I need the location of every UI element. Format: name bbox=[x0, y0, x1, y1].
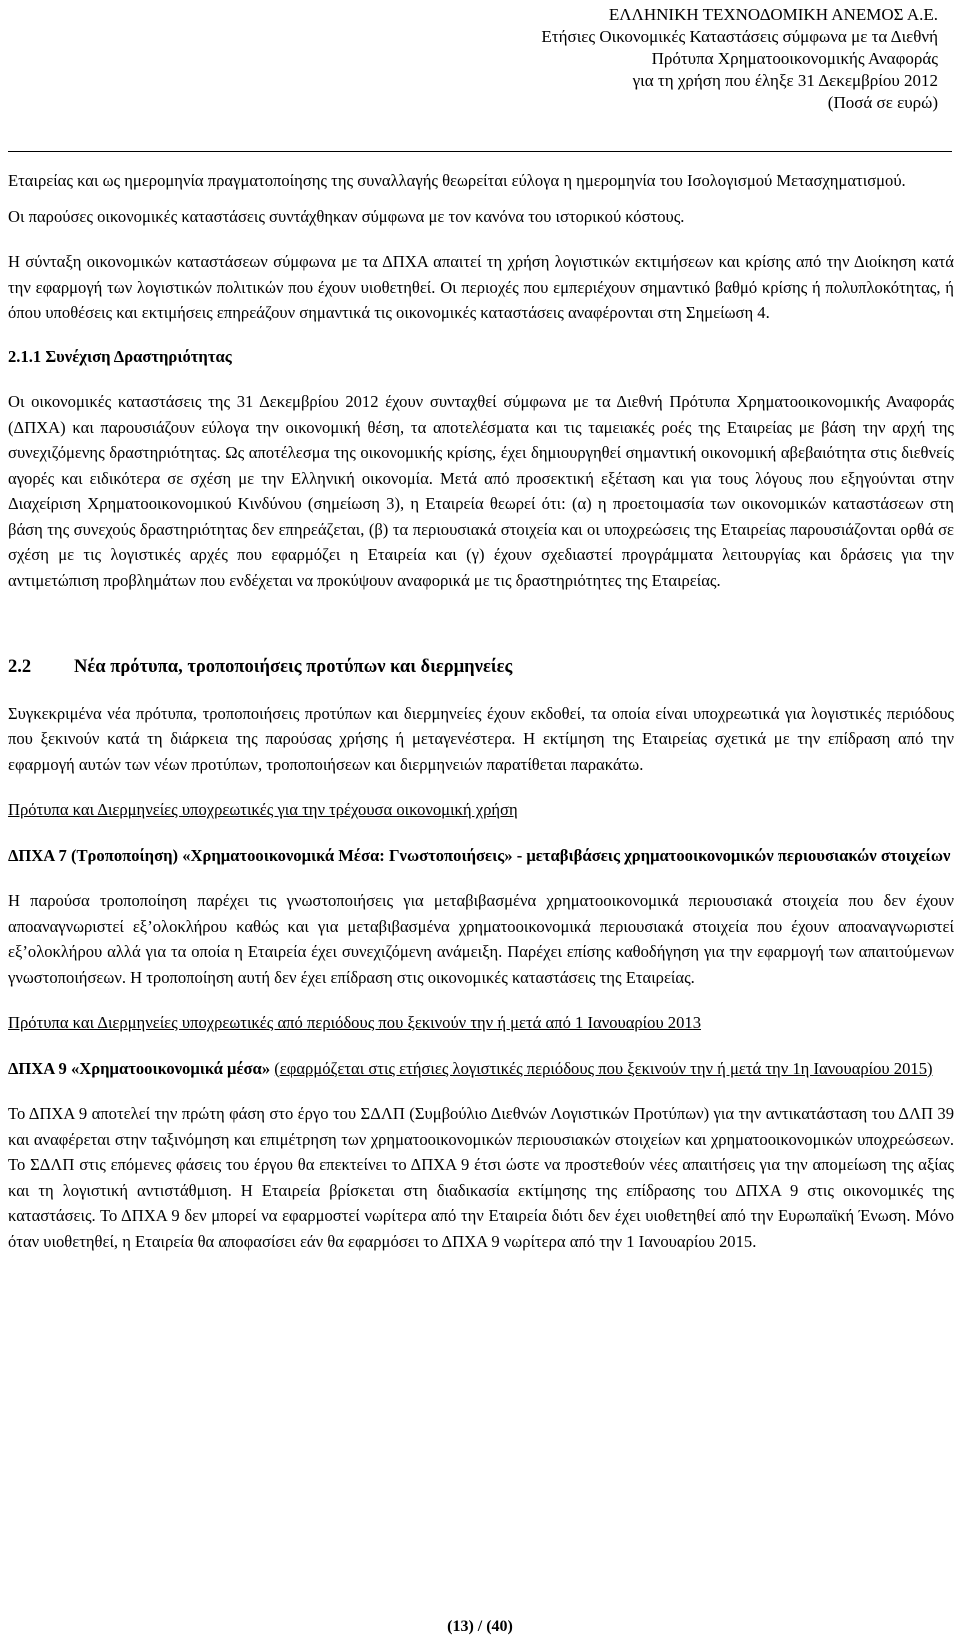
paragraph-going-concern: Οι οικονομικές καταστάσεις της 31 Δεκεμβρίου 2012 έχουν συνταχθεί σύμφωνα με τα Διεθνή Πρότυπα Χρηματοοικονομικής Αναφοράς (ΔΠΧΑ) και παρουσιάζουν εύλογα την οικονομική θέση, τα αποτελέσματα και τις ταμειακές ροές της Εταιρείας με βάση την αρχή της συνεχιζόμενης δραστηριότητας. Ως αποτέλεσμα της οικονομικής κρίσης, έχει δημιουργηθεί σημαντική οικονομική αβεβαιότητα στις διεθνείς αγορές και ειδικότερα σε σχέση με την Ελληνική οικονομία. Μετά από προσεκτική εξέταση και για τους λόγους που εξηγούνται στην Διαχείριση Χρηματοοικονομικού Κινδύνου (σημείωση 3), η Εταιρεία θεωρεί ότι: (α) η προετοιμασία των οικονομικών καταστάσεων στη βάση της συνεχούς δραστηριότητας δεν επηρεάζεται, (β) τα περιουσιακά στοιχεία και οι υποχρεώσεις της Εταιρείας παρουσιάζονται ορθά σε σχέση με τις λογιστικές αρχές που εφαρμόζει η Εταιρεία και (γ) έχουν σχεδιαστεί προγράμματα λειτουργίας και δράσεις για την αντιμετώπιση προβλημάτων που ενδέχεται να προκύψουν αναφορικά με τις δραστηριότητες της Εταιρείας. bbox=[8, 392, 954, 590]
ifrs9-title: ΔΠΧΑ 9 «Χρηματοοικονομικά μέσα» bbox=[8, 1058, 271, 1078]
section-number: 2.2 bbox=[8, 657, 32, 677]
page-content bbox=[8, 168, 954, 1254]
page-header bbox=[541, 4, 938, 114]
header-company: ΕΛΛΗΝΙΚΗ ΤΕΧΝΟΔΟΜΙΚΗ ΑΝΕΜΟΣ Α.Ε. bbox=[608, 5, 938, 24]
header-currency: (Ποσά σε ευρώ) bbox=[827, 93, 938, 112]
header-standards: Πρότυπα Χρηματοοικονομικής Αναφοράς bbox=[651, 49, 938, 68]
paragraph-transformation: Εταιρείας και ως ημερομηνία πραγματοποίησης της συναλλαγής θεωρείται εύλογα η ημερομηνία του Ισολογισμού Μετασχηματισμού. bbox=[8, 171, 906, 190]
ifrs9-effective-note: (εφαρμόζεται στις ετήσιες λογιστικές περιόδους που ξεκινούν την ή μετά την 1η Ιανουαρίου 2015) bbox=[274, 1058, 933, 1078]
section-new-standards-heading bbox=[8, 655, 954, 681]
header-statements: Ετήσιες Οικονομικές Καταστάσεις σύμφωνα με τα Διεθνή bbox=[541, 27, 938, 46]
section-going-concern-title: 2.1.1 Συνέχιση Δραστηριότητας bbox=[8, 346, 232, 366]
paragraph-ifrs9: Το ΔΠΧΑ 9 αποτελεί την πρώτη φάση στο έργο του ΣΔΛΠ (Συμβούλιο Διεθνών Λογιστικών Προτύπων) για την αντικατάσταση του ΔΛΠ 39 και αναφέρεται στην ταξινόμηση και επιμέτρηση των χρηματοοικονομικών περιουσιακών στοιχείων και χρηματοοικονομικών υποχρεώσεων. Το ΣΔΛΠ στις επόμενες φάσεις του έργου θα επεκτείνει το ΔΠΧΑ 9 έτσι ώστε να προστεθούν νέες απαιτήσεις για την απομείωση της αξίας και τη λογιστική αντιστάθμιση. Η Εταιρεία βρίσκεται στη διαδικασία εκτίμησης της επίδρασης του ΔΠΧΑ 9 στις οικονομικές της καταστάσεις. Το ΔΠΧΑ 9 δεν μπορεί να εφαρμοστεί νωρίτερα από την Εταιρεία διότι δεν έχει υιοθετηθεί από την Ευρωπαϊκή Ένωση. Μόνο όταν υιοθετηθεί, η Εταιρεία θα αποφασίσει εάν θα εφαρμόσει το ΔΠΧΑ 9 νωρίτερα από την 1 Ιανουαρίου 2015. bbox=[8, 1104, 954, 1251]
paragraph-historical-cost: Οι παρούσες οικονομικές καταστάσεις συντάχθηκαν σύμφωνα με τον κανόνα του ιστορικού κόστους. bbox=[8, 206, 685, 226]
ifrs9-heading bbox=[8, 1056, 954, 1082]
paragraph-ifrs7: Η παρούσα τροποποίηση παρέχει τις γνωστοποιήσεις για μεταβιβασμένα χρηματοοικονομικά περιουσιακά στοιχεία που δεν έχουν αποαναγνωριστεί εξ’ολοκλήρου καθώς και για μεταβιβασμένα χρηματοοικονομικά περιουσιακά στοιχεία που έχουν αποαναγνωριστεί εξ’ολοκλήρου αλλά για τα οποία η Εταιρεία έχει συνεχιζόμενη ανάμειξη. Παρέχει επίσης καθοδήγηση για την εφαρμογή των απαιτούμενων γνωστοποιήσεων. Η τροποποίηση αυτή δεν έχει επίδραση στις οικονομικές καταστάσεις της Εταιρείας. bbox=[8, 891, 954, 987]
ifrs7-title: ΔΠΧΑ 7 (Τροποποίηση) «Χρηματοοικονομικά Μέσα: Γνωστοποιήσεις» - μεταβιβάσεις χρηματοοικονομικών περιουσιακών στοιχείων bbox=[8, 845, 951, 865]
header-period: για τη χρήση που έληξε 31 Δεκεμβρίου 2012 bbox=[632, 71, 938, 90]
subheading-current-year-standards: Πρότυπα και Διερμηνείες υποχρεωτικές για την τρέχουσα οικονομική χρήση bbox=[8, 800, 518, 819]
paragraph-new-standards: Συγκεκριμένα νέα πρότυπα, τροποποιήσεις προτύπων και διερμηνείες έχουν εκδοθεί, τα οποία είναι υποχρεωτικά για λογιστικές περιόδους που ξεκινούν κατά τη διάρκεια της παρούσας χρήσης ή μεταγενέστερα. Η εκτίμηση της Εταιρείας σχετικά με την επίδραση από την εφαρμογή αυτών των νέων προτύπων, τροποποιήσεων και διερμηνειών παρατίθεται παρακάτω. bbox=[8, 703, 954, 774]
section-new-standards-title: Νέα πρότυπα, τροποποιήσεις προτύπων και διερμηνείες bbox=[74, 657, 513, 677]
header-divider bbox=[8, 151, 952, 152]
page-number: (13) / (40) bbox=[447, 1618, 513, 1635]
paragraph-estimates: Η σύνταξη οικονομικών καταστάσεων σύμφωνα με τα ΔΠΧΑ απαιτεί τη χρήση λογιστικών εκτιμήσεων και κρίσης από την Διοίκηση κατά την εφαρμογή των λογιστικών πολιτικών που έχουν υιοθετηθεί. Οι περιοχές που εμπεριέχουν σημαντικό βαθμό κρίσης ή πολυπλοκότητας, ή όπου υποθέσεις και εκτιμήσεις επηρεάζουν σημαντικά τις οικονομικές καταστάσεις αναφέρονται στη Σημείωση 4. bbox=[8, 252, 954, 322]
subheading-2013-standards: Πρότυπα και Διερμηνείες υποχρεωτικές από περιόδους που ξεκινούν την ή μετά από 1 Ιανουαρίου 2013 bbox=[8, 1013, 701, 1032]
